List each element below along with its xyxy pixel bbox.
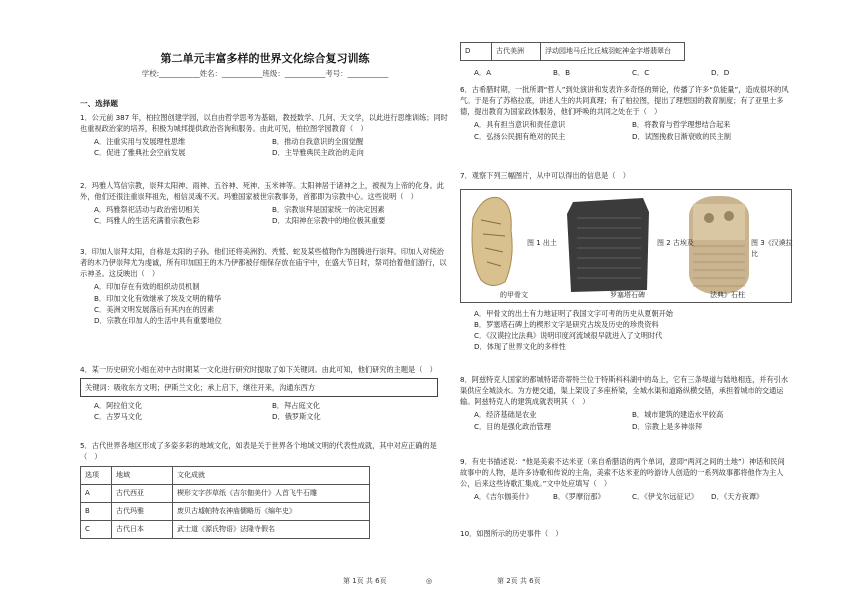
question-10-stem: 10．如图所示的历史事件（ ） (460, 529, 563, 538)
table-cell: C (81, 520, 112, 538)
q9-option-c[interactable]: C．《伊戈尔远征记》 (632, 492, 699, 502)
table-cell: B (81, 503, 112, 521)
q5-option-d[interactable]: D．D (711, 68, 730, 77)
table-cell: 浮动园地马丘比丘城羽蛇神金字塔翡翠台 (541, 43, 685, 61)
question-3-stem: 3．印加人崇拜太阳，自称是太阳的子孙。他们还将美洲豹、秃鹫、蛇及某些植物作为图腾进行崇拜。印加人对统治者的木乃伊崇拜尤为虔诚，所有印加国王的木乃伊都被仔细保存放在庙宇中，在盛大节日时，祭司抬着他们游行，以示神圣。这反映出（ ） (80, 247, 447, 279)
table-cell: D (461, 43, 492, 61)
q7-option-d[interactable]: D．体现了世界文化的多样性 (474, 342, 566, 352)
question-5-stem: 5．古代世界各地区形成了多姿多彩的地域文化，如表是关于世界各个地域文明的代表性成就，其中对应正确的是（ ） (80, 441, 437, 462)
q6-option-b[interactable]: B．将教育与哲学理想结合起来 (632, 120, 731, 130)
table-cell: 古代美洲 (492, 43, 541, 61)
q1-option-b[interactable]: B．推动自我意识的全面觉醒 (272, 137, 364, 147)
caption-fig3-line1: 图 3《汉谟拉比 (751, 239, 793, 258)
question-6 (460, 84, 790, 142)
table-cell: 古代西亚 (112, 485, 173, 503)
left-column (80, 0, 450, 608)
caption-fig3-line2: 法典》石柱 (710, 291, 745, 299)
q3-option-d[interactable]: D．宗教在印加人的生活中具有重要地位 (94, 315, 222, 325)
q7-option-b[interactable]: B．罗塞塔石碑上的楔形文字是研究古埃及历史的珍贵资料 (474, 320, 659, 330)
q3-option-c[interactable]: C．美洲文明发展落后有其内在的因素 (94, 304, 215, 314)
question-4 (80, 364, 450, 423)
q3-option-a[interactable]: A．印加存在有效的组织动员机制 (94, 282, 200, 292)
q3-option-b[interactable]: B．印加文化有效继承了埃及文明的精华 (94, 293, 222, 303)
question-1-stem: 1．公元前 387 年，柏拉图创建学园，以自由哲学思考为基础，教授数学、几何、天文学，以此进行思维训练；同时也重视政治家的培养，积极为城邦提供政治咨询和服务。由此可见，柏拉图学园教育（ ） (80, 113, 448, 134)
q4-option-c[interactable]: C．古罗马文化 (94, 412, 143, 422)
q7-options (460, 308, 790, 353)
q8-option-d[interactable]: D．宗教上是多神崇拜 (632, 421, 703, 431)
artifact-images (461, 190, 791, 302)
table-cell: 古代玛雅 (112, 503, 173, 521)
table-row (461, 43, 685, 61)
q4-option-d[interactable]: D．俄罗斯文化 (272, 412, 321, 422)
q6-option-c[interactable]: C．弘扬公民拥有绝对的民主 (474, 131, 566, 141)
q2-option-d[interactable]: D．太阳神在宗教中的地位极其重要 (272, 216, 386, 226)
q5-table (80, 466, 370, 538)
table-cell: 废贝古墟帕特农神庙儒略历《编年史》 (173, 503, 370, 521)
q1-option-c[interactable]: C．促进了雅典社会空前发展 (94, 148, 186, 158)
hammurabi-stele-image (689, 196, 749, 294)
table-header-cell: 地域 (112, 467, 173, 485)
question-9-stem: 9．有史书描述说：“他是美索不达米亚（来自希腊语的两个单词，意即“两河之间的土地”）神话和民间故事中的人物，是许多诗歌和传说的主角，美索不达米亚的吟游诗人创造的一系列故事都将他作为主人公，后来这些诗歌汇集成。”文中处应填写（ ） (460, 457, 785, 489)
q2-option-b[interactable]: B．宗教崇拜是国家统一的决定因素 (272, 205, 385, 215)
q5-option-c[interactable]: C．C (632, 68, 650, 77)
question-2 (80, 180, 450, 227)
q4-option-a[interactable]: A．阿拉伯文化 (94, 401, 143, 411)
q7-option-c[interactable]: C．《汉谟拉比法典》说明印度河流域很早就进入了文明时代 (474, 331, 663, 341)
q9-option-b[interactable]: B．《罗摩衍那》 (553, 492, 605, 502)
q2-option-c[interactable]: C．玛雅人的生活充满着宗教色彩 (94, 216, 200, 226)
question-8-stem: 8．阿兹特克人国家的都城特诺奇蒂特兰位于特斯科科湖中的岛上，它有三条堤道与陆地相连，并有引水渠供应全城淡水。为方便交通，渠上架设了多座桥梁，全城水渠和道路纵横交错，承担着城市的交通运输。阿兹特克人的建筑成就表明其（ ） (460, 375, 789, 407)
caption-fig2-line1: 图 2 古埃及 (657, 239, 694, 247)
binding-mark: ◎ (426, 577, 433, 585)
table-row (81, 520, 370, 538)
q9-option-a[interactable]: A．《吉尔伽美什》 (474, 492, 533, 502)
table-cell: 楔形文字莎草纸《吉尔伽美什》人首飞牛石雕 (173, 485, 370, 503)
question-4-stem: 4．某一历史研究小组在对中古时期某一文化进行研究时提取了如下关键词。由此可知，他们研究的主题是（ ） (80, 365, 437, 374)
q7-image-row (460, 189, 792, 303)
page-number-left: 第 1页 共 6页 (343, 577, 387, 585)
q1-option-a[interactable]: A．注重实用与发展理性思维 (94, 137, 186, 147)
table-cell: A (81, 485, 112, 503)
table-cell: 武士道《源氏物语》法隆寺假名 (173, 520, 370, 538)
q8-option-c[interactable]: C．目的是强化政治管理 (474, 421, 551, 431)
question-2-stem: 2．玛雅人笃信宗教，崇拜太阳神、雨神、五谷神、死神、玉米神等。太阳神居于诸神之上，被视为上帝的化身。此外，他们还很注重崇拜祖先，相信灵魂不灭。玛雅国家被世宗教事务，首都即为宗教中心。这些说明（ ） (80, 181, 444, 202)
question-9 (460, 456, 790, 503)
right-column (460, 0, 793, 608)
page-title: 第二单元丰富多样的世界文化综合复习训练 (160, 52, 370, 65)
caption-fig1-line2: 的甲骨文 (500, 291, 528, 299)
keyword-box: 关键词：吸收东方文明；伊斯兰文化；承上启下，继往开来，沟通东西方 (80, 378, 438, 397)
oracle-bone-image (472, 197, 512, 285)
question-3 (80, 246, 450, 326)
question-6-stem: 6．古希腊时期，一批所谓“哲人”到处演讲和发表许多奇怪的辩论，传播了许多“负能量”，造成很坏的风气。于是有了苏格拉底，讲述人生的共同真理；有了柏拉图，提出了理想国的教育制度；有了亚里士多德，提出教育为国家政体服务，他们呼唤的共同之处在于（ ） (460, 85, 789, 117)
rosetta-stone-image (567, 198, 649, 292)
q6-option-a[interactable]: A．具有担当意识和责任意识 (474, 120, 566, 130)
caption-fig1-line1: 图 1 出土 (527, 239, 557, 247)
table-row (81, 503, 370, 521)
table-header-cell: 文化成就 (173, 467, 370, 485)
question-7-stem: 7．观察下列三幅图片，从中可以得出的信息是（ ） (460, 171, 630, 180)
question-1 (80, 112, 450, 159)
q6-option-d[interactable]: D．试图挽救日渐衰败的民主制 (632, 131, 731, 141)
student-info-line: 学校:___________姓名：___________班级：___________考号：___________ (141, 69, 389, 78)
caption-fig2-line2: 罗塞塔石碑 (610, 291, 645, 299)
question-8 (460, 374, 790, 432)
page-number-right: 第 2页 共 6页 (497, 577, 541, 585)
q1-option-d[interactable]: D．主导雅典民主政治的走向 (272, 148, 364, 158)
table-header-row (81, 467, 370, 485)
table-header-cell: 选项 (81, 467, 112, 485)
table-cell: 古代日本 (112, 520, 173, 538)
q2-option-a[interactable]: A．玛雅祭祀活动与政治密切相关 (94, 205, 200, 215)
q5-options (460, 67, 790, 78)
question-5 (80, 440, 450, 539)
table-row (81, 485, 370, 503)
section-heading: 一、选择题 (80, 99, 118, 108)
q5-option-a[interactable]: A．A (474, 68, 492, 77)
q5-table-continued (460, 42, 685, 61)
q8-option-b[interactable]: B．城市建筑的建造水平较高 (632, 410, 724, 420)
q7-option-a[interactable]: A．甲骨文的出土有力地证明了我国文字可考的历史从夏朝开始 (474, 309, 673, 318)
q4-option-b[interactable]: B．拜占庭文化 (272, 401, 321, 411)
q9-option-d[interactable]: D．《天方夜谭》 (711, 492, 764, 502)
q8-option-a[interactable]: A．经济基础是农业 (474, 410, 537, 420)
q5-option-b[interactable]: B．B (553, 68, 571, 77)
